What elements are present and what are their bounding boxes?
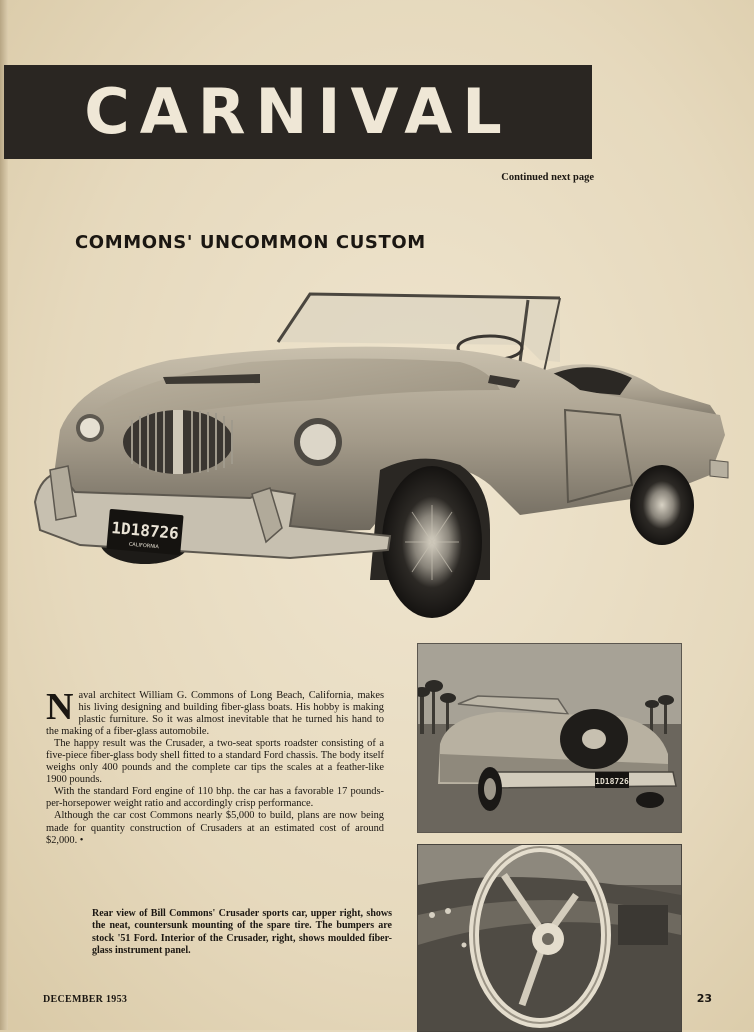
photo-caption: Rear view of Bill Commons' Crusader sports car, upper right, shows the neat, countersunk mounting of the spare tire. The bumpers are stock '51 Ford. Interior of the Crusader, right, shows moulded fiber-glass instrument panel. bbox=[92, 908, 392, 956]
rear-license-plate: 1D18726 bbox=[595, 777, 629, 786]
article-paragraph-2: The happy result was the Crusader, a two-seat sports roadster consisting of a five-piece fiber-glass body shell fitted to a standard Ford chassis. The body itself weighs only 400 pounds and the complete car tips the scales at a feather-like 1900 pounds. bbox=[46, 738, 384, 786]
main-car-photo bbox=[20, 280, 740, 630]
article-paragraph-4: Although the car cost Commons nearly $5,000 to build, plans are now being made for quantity construction of Crusaders at an estimated cost of around $2,000. • bbox=[46, 810, 384, 846]
main-license-plate: 1D18726 bbox=[110, 518, 180, 543]
article-paragraph-1-text: aval architect William G. Commons of Long Beach, California, makes his living designing and building fiber-glass boats. His hobby is making plastic furniture. So it was almost inevitable that he turned his hand to the making of a fiber-glass automobile. bbox=[46, 690, 384, 738]
article-paragraph-3: With the standard Ford engine of 110 bhp. the car has a favorable 17 pounds-per-horsepower weight ratio and accordingly crisp performance. bbox=[46, 786, 384, 810]
article-headline: COMMONS' UNCOMMON CUSTOM bbox=[75, 232, 426, 253]
rear-view-photo bbox=[417, 643, 682, 833]
main-license-plate-state: CALIFORNIA bbox=[128, 541, 160, 551]
interior-photo bbox=[417, 844, 682, 1032]
continued-label: Continued next page bbox=[501, 172, 594, 183]
section-title: CARNIVAL bbox=[84, 75, 512, 148]
article-paragraph-1 bbox=[46, 686, 384, 738]
footer-date: DECEMBER 1953 bbox=[43, 994, 128, 1005]
article-body bbox=[46, 686, 384, 847]
page-number: 23 bbox=[696, 992, 712, 1005]
drop-cap: N bbox=[46, 686, 74, 728]
